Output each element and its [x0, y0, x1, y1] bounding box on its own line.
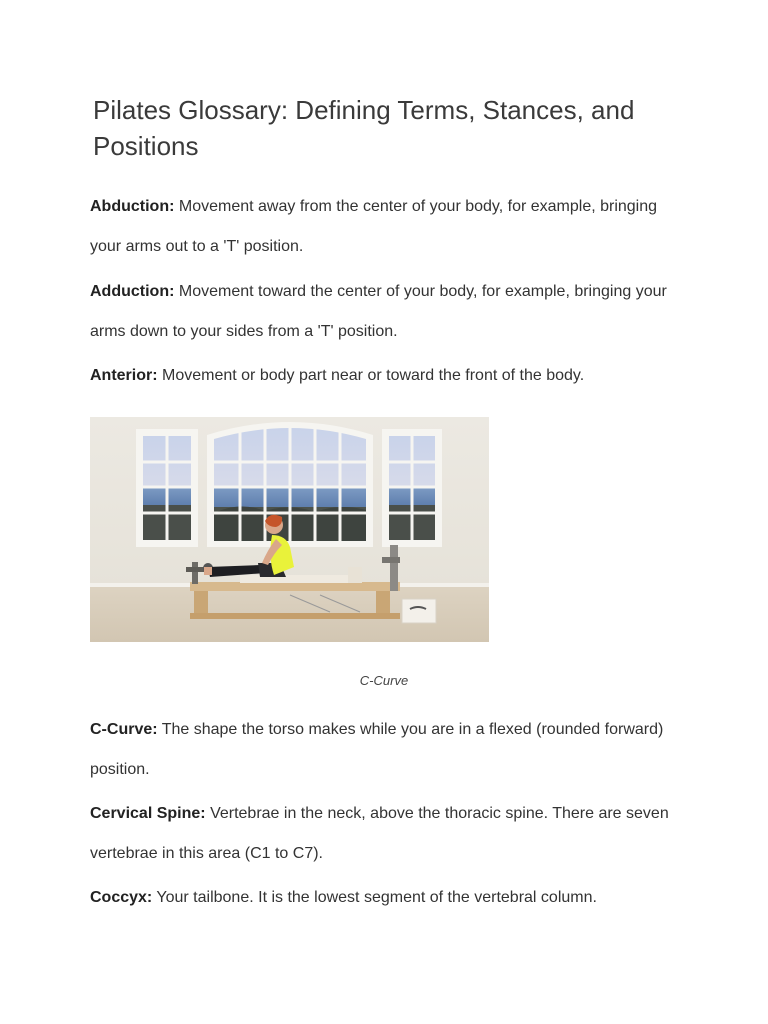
glossary-term: C-Curve: [90, 721, 158, 738]
glossary-term: Cervical Spine: [90, 805, 206, 822]
figure-caption: C-Curve [359, 673, 409, 688]
glossary-definition: Vertebrae in the neck, above the thoracic spine. There are seven vertebrae in this area (C1 to C7). [90, 805, 669, 862]
glossary-entry-cervical-spine [90, 794, 680, 874]
glossary-definition: Your tailbone. It is the lowest segment of the vertebral column. [156, 889, 597, 906]
glossary-entry-adduction [90, 272, 680, 352]
glossary-entry-c-curve [90, 710, 680, 790]
glossary-term: Adduction: [90, 283, 175, 300]
glossary-definition: Movement or body part near or toward the front of the body. [162, 367, 585, 384]
glossary-entry-coccyx [90, 878, 680, 918]
glossary-definition: Movement toward the center of your body, for example, bringing your arms down to your sides from a 'T' position. [90, 283, 667, 340]
article-title: Pilates Glossary: Defining Terms, Stances, and Positions [93, 95, 635, 161]
c-curve-photo [90, 417, 489, 642]
glossary-term: Coccyx: [90, 889, 153, 906]
glossary-definition: The shape the torso makes while you are in a flexed (rounded forward) position. [90, 721, 664, 778]
glossary-definition: Movement away from the center of your body, for example, bringing your arms out to a 'T' position. [90, 198, 658, 255]
glossary-term: Anterior: [90, 367, 158, 384]
glossary-entry-abduction [90, 187, 680, 267]
glossary-entry-anterior [90, 356, 680, 396]
glossary-term: Abduction: [90, 198, 175, 215]
